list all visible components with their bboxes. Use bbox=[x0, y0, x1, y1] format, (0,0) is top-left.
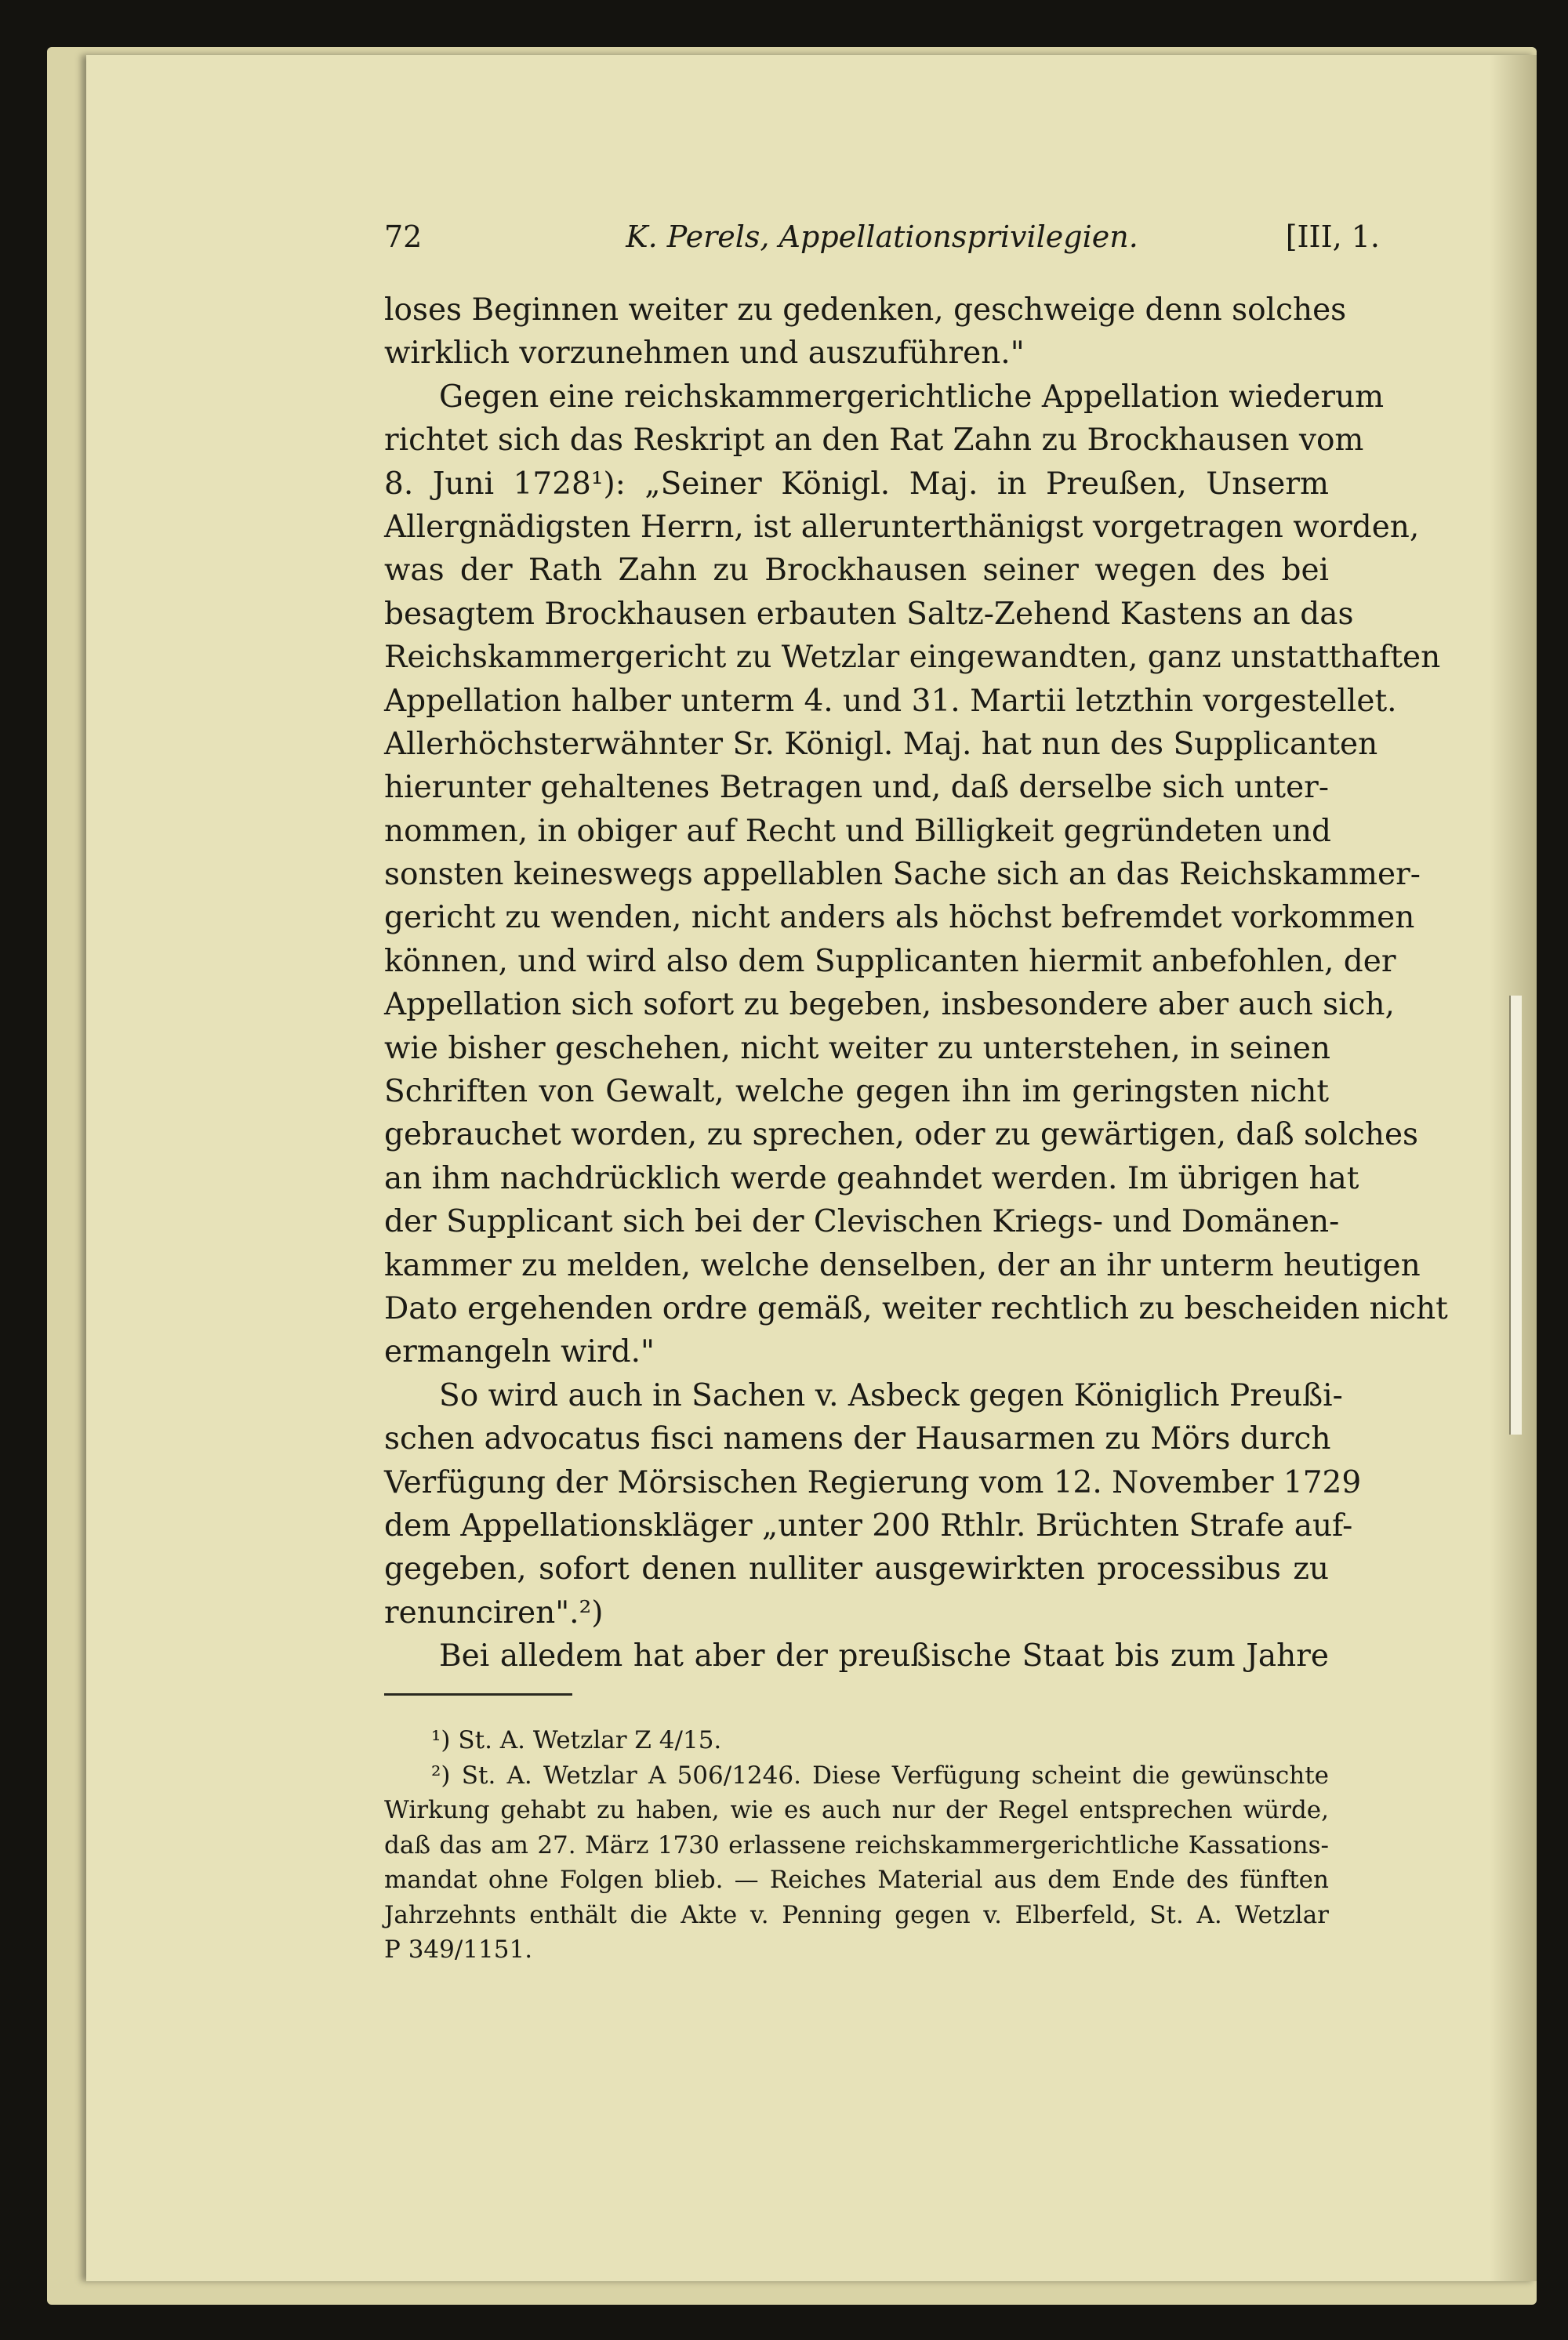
text-line: Reichskammergericht zu Wetzlar eingewandten, ganz unstatthaften bbox=[384, 640, 1441, 676]
main-text bbox=[384, 288, 1448, 1678]
text-line: So wird auch in Sachen v. Asbeck gegen Königlich Preußi- bbox=[439, 1377, 1343, 1413]
text-line: wirklich vorzunehmen und auszuführen." bbox=[384, 336, 1025, 372]
text-line: gericht zu wenden, nicht anders als höchst befremdet vorkommen bbox=[384, 900, 1415, 936]
text-line: Dato ergehenden ordre gemäß, weiter rechtlich zu bescheiden nicht bbox=[384, 1290, 1448, 1326]
section-marker: [III, 1. bbox=[1285, 219, 1380, 254]
text-line: Appellation sich sofort zu begeben, insbesondere aber auch sich, bbox=[384, 987, 1395, 1023]
text-line: Verfügung der Mörsischen Regierung vom 12. November 1729 bbox=[384, 1464, 1362, 1500]
text-line: Allergnädigsten Herrn, ist allerunterthänigst vorgetragen worden, bbox=[384, 509, 1420, 545]
text-line: an ihm nachdrücklich werde geahndet werden. Im übrigen hat bbox=[384, 1160, 1359, 1196]
page-number: 72 bbox=[384, 219, 423, 254]
text-line: schen advocatus fisci namens der Hausarmen zu Mörs durch bbox=[384, 1421, 1331, 1457]
text-line: kammer zu melden, welche denselben, der an ihr unterm heutigen bbox=[384, 1247, 1421, 1283]
text-line: hierunter gehaltenes Betragen und, daß derselbe sich unter- bbox=[384, 770, 1329, 806]
footnote-line: ¹) St. A. Wetzlar Z 4/15. bbox=[431, 1726, 722, 1754]
text-line: loses Beginnen weiter zu gedenken, geschweige denn solches bbox=[384, 292, 1347, 328]
text-line: was der Rath Zahn zu Brockhausen seiner wegen des bei bbox=[384, 553, 1329, 589]
text-line: Appellation halber unterm 4. und 31. Martii letzthin vorgestellet. bbox=[384, 683, 1397, 719]
text-line: gegeben, sofort denen nulliter ausgewirkten processibus zu bbox=[384, 1551, 1329, 1587]
footnote-line: mandat ohne Folgen blieb. — Reiches Material aus dem Ende des fünften bbox=[384, 1866, 1329, 1894]
footnote-line: Jahrzehnts enthält die Akte v. Penning gegen v. Elberfeld, St. A. Wetzlar bbox=[384, 1900, 1329, 1929]
text-line: Gegen eine reichskammergerichtliche Appellation wiederum bbox=[439, 379, 1385, 415]
text-line: Allerhöchsterwähnter Sr. Königl. Maj. hat nun des Supplicanten bbox=[384, 726, 1378, 762]
text-line: Bei alledem hat aber der preußische Staat bis zum Jahre bbox=[439, 1638, 1329, 1674]
text-line: sonsten keineswegs appellablen Sache sich an das Reichskammer- bbox=[384, 857, 1421, 893]
footnotes bbox=[384, 1723, 1329, 1968]
text-line: nommen, in obiger auf Recht und Billigkeit gegründeten und bbox=[384, 813, 1331, 849]
text-line: der Supplicant sich bei der Clevischen Kriegs- und Domänen- bbox=[384, 1204, 1340, 1240]
text-line: Schriften von Gewalt, welche gegen ihn im geringsten nicht bbox=[384, 1074, 1329, 1110]
text-line: gebrauchet worden, zu sprechen, oder zu gewärtigen, daß solches bbox=[384, 1117, 1419, 1153]
text-line: renunciren".²) bbox=[384, 1594, 604, 1631]
text-line: dem Appellationskläger „unter 200 Rthlr. Brüchten Strafe auf- bbox=[384, 1507, 1353, 1544]
footnote-line: Wirkung gehabt zu haben, wie es auch nur der Regel entsprechen würde, bbox=[384, 1796, 1329, 1824]
text-line: wie bisher geschehen, nicht weiter zu unterstehen, in seinen bbox=[384, 1030, 1331, 1066]
footnote-rule bbox=[384, 1693, 572, 1696]
footnote-line: ²) St. A. Wetzlar A 506/1246. Diese Verfügung scheint die gewünschte bbox=[431, 1761, 1329, 1790]
text-line: 8. Juni 1728¹): „Seiner Königl. Maj. in Preußen, Unserm bbox=[384, 466, 1329, 502]
text-line: richtet sich das Reskript an den Rat Zahn zu Brockhausen vom bbox=[384, 423, 1364, 459]
running-title: K. Perels, Appellationsprivilegien. bbox=[626, 219, 1138, 254]
footnote-line: P 349/1151. bbox=[384, 1935, 533, 1964]
bookmark-slip bbox=[1509, 996, 1522, 1435]
footnote-line: daß das am 27. März 1730 erlassene reichskammergerichtliche Kassations- bbox=[384, 1830, 1329, 1859]
text-line: ermangeln wird." bbox=[384, 1334, 655, 1370]
text-line: besagtem Brockhausen erbauten Saltz-Zehend Kastens an das bbox=[384, 596, 1354, 632]
text-line: können, und wird also dem Supplicanten hiermit anbefohlen, der bbox=[384, 943, 1396, 979]
running-header bbox=[384, 219, 1380, 259]
